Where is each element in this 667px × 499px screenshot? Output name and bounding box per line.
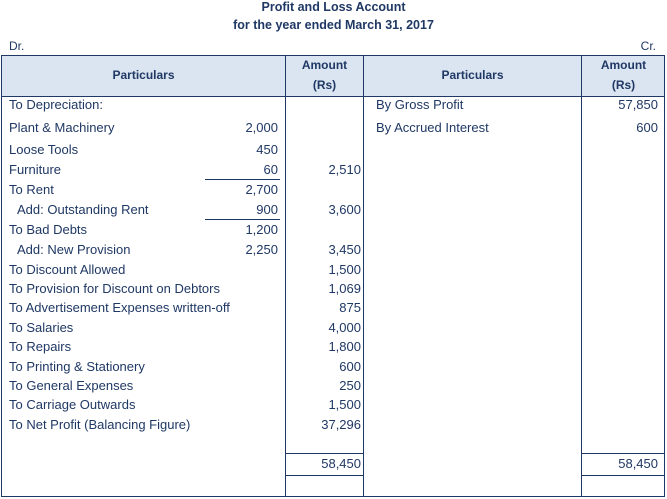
- total-left: 58,450: [321, 456, 361, 471]
- header-particulars-left: Particulars: [112, 68, 175, 82]
- debit-row: [0, 279, 667, 299]
- total-double-line-right: [582, 475, 665, 476]
- debit-sub-amount: 2,700: [245, 182, 278, 197]
- debit-label: Plant & Machinery: [9, 120, 115, 135]
- debit-row: [0, 337, 667, 357]
- debit-amount: 37,296: [321, 417, 361, 432]
- debit-label: To Printing & Stationery: [9, 359, 145, 374]
- header-amount-left: Amount: [301, 58, 348, 72]
- debit-row: [0, 160, 667, 180]
- header-particulars-right: Particulars: [441, 68, 504, 82]
- debit-row: [0, 180, 667, 200]
- credit-amount: 600: [636, 120, 658, 135]
- credit-label: By Gross Profit: [376, 97, 464, 112]
- debit-label: To Bad Debts: [9, 222, 88, 237]
- debit-amount: 250: [339, 378, 361, 393]
- debit-label: Add: Outstanding Rent: [17, 202, 149, 217]
- credit-marker: Cr.: [640, 39, 656, 53]
- debit-marker: Dr.: [9, 39, 25, 53]
- debit-amount: 1,500: [328, 397, 361, 412]
- debit-label: To Repairs: [9, 339, 72, 354]
- debit-label: To Provision for Discount on Debtors: [9, 281, 220, 296]
- debit-row: [0, 298, 667, 318]
- debit-label: Furniture: [9, 162, 62, 177]
- debit-label: To Depreciation:: [9, 97, 103, 112]
- totals-row: [0, 454, 667, 474]
- debit-sub-amount: 2,000: [245, 120, 278, 135]
- debit-label: To Rent: [9, 182, 54, 197]
- debit-amount: 2,510: [328, 162, 361, 177]
- debit-row: [0, 140, 667, 160]
- debit-sub-amount: 900: [256, 202, 278, 217]
- debit-sub-amount: 1,200: [245, 222, 278, 237]
- debit-label: To Salaries: [9, 320, 74, 335]
- debit-row: [0, 415, 667, 435]
- debit-row: [0, 260, 667, 280]
- debit-sub-amount: 60: [263, 162, 278, 177]
- debit-row: [0, 240, 667, 260]
- debit-label: To Advertisement Expenses written-off: [9, 300, 230, 315]
- header-amount-right-unit: (Rs): [611, 78, 636, 92]
- debit-amount: 875: [339, 300, 361, 315]
- header-amount-left-unit: (Rs): [312, 78, 337, 92]
- debit-label: To Carriage Outwards: [9, 397, 136, 412]
- debit-amount: 600: [339, 359, 361, 374]
- debit-label: To General Expenses: [9, 378, 134, 393]
- credit-amount: 57,850: [618, 97, 658, 112]
- total-right: 58,450: [618, 456, 658, 471]
- debit-amount: 3,600: [328, 202, 361, 217]
- total-double-line-left: [286, 475, 363, 476]
- debit-row: [0, 220, 667, 240]
- debit-sub-amount: 2,250: [245, 242, 278, 257]
- account-subtitle: for the year ended March 31, 2017: [233, 18, 434, 32]
- credit-row: [0, 95, 667, 115]
- debit-amount: 1,500: [328, 262, 361, 277]
- debit-row: [0, 200, 667, 220]
- debit-amount: 1,800: [328, 339, 361, 354]
- debit-label: To Discount Allowed: [9, 262, 126, 277]
- debit-label: To Net Profit (Balancing Figure): [9, 417, 191, 432]
- debit-row: [0, 376, 667, 396]
- debit-row: [0, 318, 667, 338]
- debit-label: Loose Tools: [9, 142, 79, 157]
- debit-amount: 4,000: [328, 320, 361, 335]
- account-title: Profit and Loss Account: [261, 0, 406, 14]
- debit-amount: 3,450: [328, 242, 361, 257]
- debit-amount: 1,069: [328, 281, 361, 296]
- credit-row: [0, 118, 667, 138]
- debit-row: [0, 395, 667, 415]
- header-amount-right: Amount: [600, 58, 647, 72]
- debit-sub-amount: 450: [256, 142, 278, 157]
- debit-label: Add: New Provision: [17, 242, 131, 257]
- debit-row: [0, 357, 667, 377]
- credit-label: By Accrued Interest: [376, 120, 489, 135]
